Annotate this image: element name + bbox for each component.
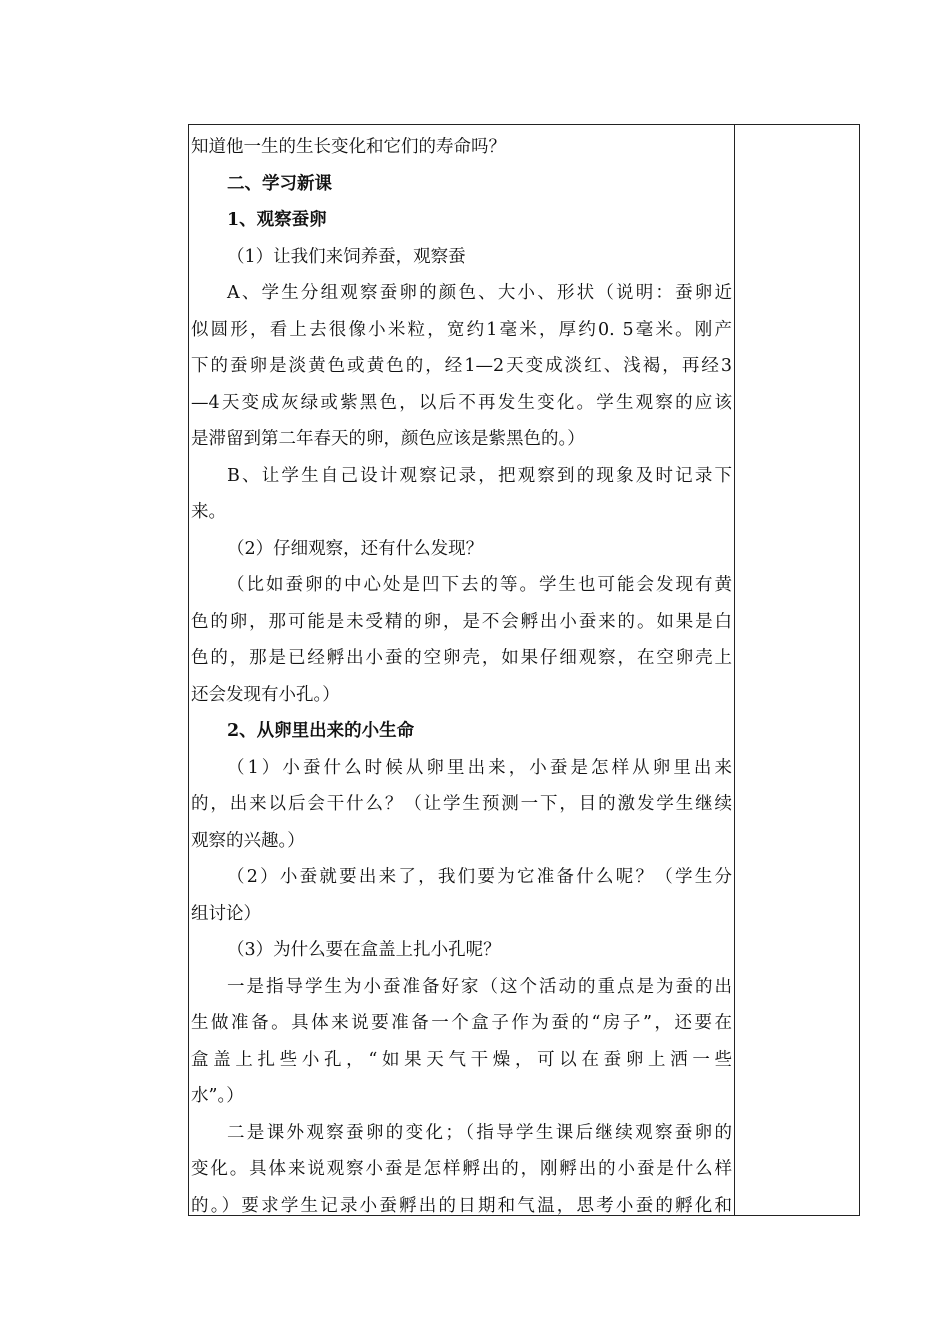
text-line: 盒盖上扎些小孔，“如果天气干燥，可以在蚕卵上洒一些	[191, 1049, 732, 1070]
section-heading: 1、观察蚕卵	[227, 210, 327, 230]
notes-cell	[735, 125, 859, 1215]
section-heading: 二、学习新课	[227, 173, 332, 194]
text-line: 水”。）	[191, 1086, 244, 1106]
text-line: A、学生分组观察蚕卵的颜色、大小、形状（说明：蚕卵近	[227, 283, 732, 303]
text-line: 组讨论）	[191, 903, 261, 924]
text-line: 色的卵，那可能是未受精的卵，是不会孵出小蚕来的。如果是白	[191, 611, 732, 632]
text-line: 生做准备。具体来说要准备一个盒子作为蚕的“房子”，还要在	[191, 1013, 732, 1033]
lesson-plan-table	[188, 124, 860, 1216]
text-line: 下的蚕卵是淡黄色或黄色的，经1—2天变成淡红、浅褐，再经3	[191, 356, 732, 376]
text-line: 的。）要求学生记录小蚕孵出的日期和气温，思考小蚕的孵化和	[191, 1195, 732, 1215]
text-line: 二是课外观察蚕卵的变化；（指导学生课后继续观察蚕卵的	[227, 1122, 732, 1143]
text-line: —4天变成灰绿或紫黑色，以后不再发生变化。学生观察的应该	[191, 392, 732, 413]
text-line: B、让学生自己设计观察记录，把观察到的现象及时记录下	[227, 465, 732, 486]
text-line: （3）为什么要在盒盖上扎小孔呢？	[227, 940, 501, 960]
text-line: 一是指导学生为小蚕准备好家（这个活动的重点是为蚕的出	[227, 976, 732, 997]
text-line: 观察的兴趣。）	[191, 830, 305, 851]
text-line: （2）小蚕就要出来了，我们要为它准备什么呢？（学生分	[227, 867, 732, 887]
text-line: 变化。具体来说观察小蚕是怎样孵出的，刚孵出的小蚕是什么样	[191, 1159, 732, 1179]
text-line: （1）让我们来饲养蚕，观察蚕	[227, 246, 466, 267]
section-heading: 2、从卵里出来的小生命	[227, 721, 415, 741]
text-line: 似圆形，看上去很像小米粒，宽约1毫米，厚约0. 5毫米。刚产	[191, 319, 732, 340]
text-line: 来。	[191, 502, 226, 522]
text-line: 的，出来以后会干什么？（让学生预测一下，目的激发学生继续	[191, 794, 732, 814]
text-line: 色的，那是已经孵出小蚕的空卵壳，如果仔细观察，在空卵壳上	[191, 648, 732, 668]
text-line: 还会发现有小孔。）	[191, 684, 340, 705]
lesson-content-cell	[189, 125, 735, 1215]
text-line: 是滞留到第二年春天的卵，颜色应该是紫黑色的。）	[191, 429, 585, 449]
text-line: （2）仔细观察，还有什么发现？	[227, 538, 484, 559]
text-line: （比如蚕卵的中心处是凹下去的等。学生也可能会发现有黄	[227, 575, 732, 595]
text-line: 知道他一生的生长变化和它们的寿命吗？	[191, 137, 506, 157]
text-line: （1）小蚕什么时候从卵里出来，小蚕是怎样从卵里出来	[227, 757, 732, 778]
